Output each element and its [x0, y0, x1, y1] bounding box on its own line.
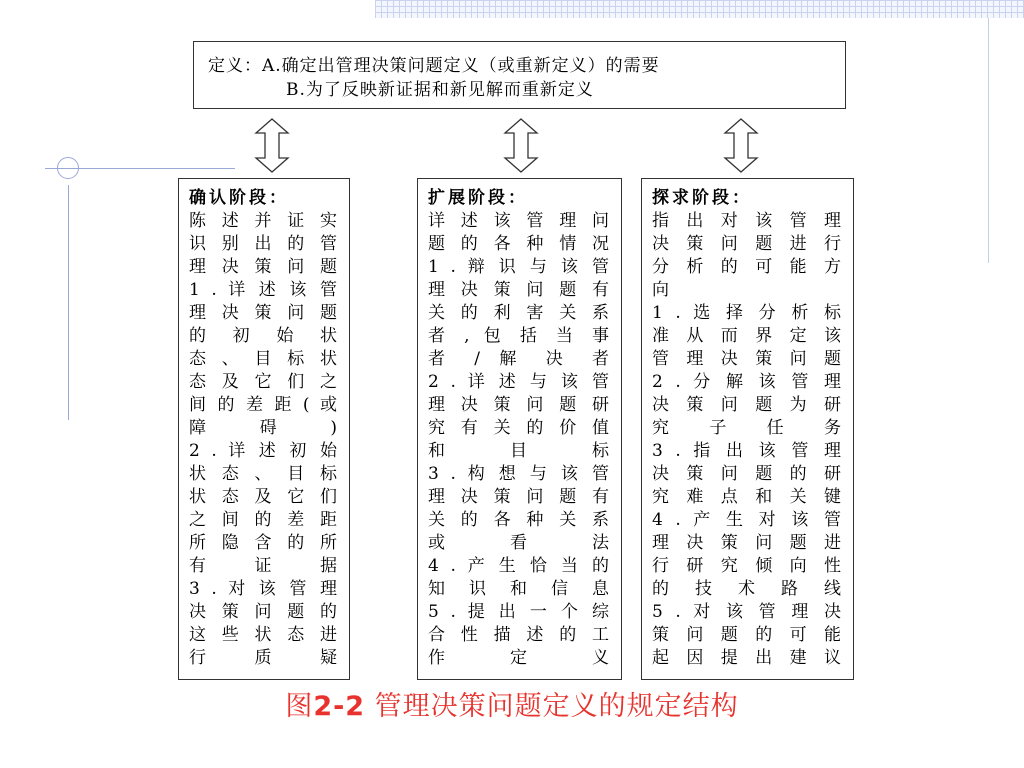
stage-body [652, 210, 843, 670]
stage-line: 5 . 提 出 一 个 综 [428, 602, 611, 622]
stage-line: 和 目 标 [428, 441, 611, 461]
stage-line: 者 , 包 括 当 事 [428, 326, 611, 346]
stage-line: 究 有 关 的 价 值 [428, 418, 611, 438]
stage-line: 决 策 问 题 的 [189, 602, 339, 622]
double-arrow-icon [503, 118, 539, 173]
stage-line: 状 态 及 它 们 [189, 487, 339, 507]
stage-line: 理 决 策 问 题 进 [652, 533, 843, 553]
caption-text: 管理决策问题定义的规定结构 [365, 691, 739, 722]
stage-line: 管 理 决 策 问 题 [652, 349, 843, 369]
stage-title: 探求阶段： [652, 188, 752, 208]
stage-body [428, 210, 611, 670]
stage-line: 指 出 对 该 管 理 [652, 211, 843, 231]
stage-line: 行 研 究 倾 向 性 [652, 556, 843, 576]
stage-line: 究 子 任 务 [652, 418, 843, 438]
stage-line: 行 质 疑 [189, 648, 339, 668]
stage-line: 有 证 据 [189, 556, 339, 576]
stage-line: 关 的 各 种 关 系 [428, 510, 611, 530]
stage-line: 2 . 详 述 与 该 管 [428, 372, 611, 392]
stage-line: 态 、 目 标 状 [189, 349, 339, 369]
stage-line: 识 别 出 的 管 [189, 234, 339, 254]
stage-line: 关 的 利 害 关 系 [428, 303, 611, 323]
stage-title: 确认阶段： [189, 188, 289, 208]
stage-line: 的 技 术 路 线 [652, 579, 843, 599]
stage-box-confirm [178, 178, 350, 680]
stage-line: 起 因 提 出 建 议 [652, 648, 843, 668]
stage-line: 题 的 各 种 情 况 [428, 234, 611, 254]
stage-line: 理 决 策 问 题 有 [428, 487, 611, 507]
stage-box-explore [641, 178, 854, 680]
stage-line: 或 看 法 [428, 533, 611, 553]
stage-line: 准 从 而 界 定 该 [652, 326, 843, 346]
stage-line: 理 决 策 问 题 有 [428, 280, 611, 300]
stage-line: 理 决 策 问 题 [189, 257, 339, 277]
stage-line: 知 识 和 信 息 [428, 579, 611, 599]
stage-line: 1 . 详 述 该 管 [189, 280, 339, 300]
double-arrow-icon [254, 118, 290, 173]
stage-line: 陈 述 并 证 实 [189, 211, 339, 231]
definition-line-b: B.为了反映新证据和新见解而重新定义 [286, 80, 594, 100]
stage-line: 的 初 始 状 [189, 326, 339, 346]
stage-line: 理 决 策 问 题 研 [428, 395, 611, 415]
stage-line: 4 . 产 生 恰 当 的 [428, 556, 611, 576]
figure-caption [0, 684, 1024, 723]
stage-line: 3 . 对 该 管 理 [189, 579, 339, 599]
stage-line: 之 间 的 差 距 [189, 510, 339, 530]
stage-line: 向 [652, 280, 671, 300]
double-arrow-icon [723, 118, 759, 173]
stage-line: 者 / 解 决 者 [428, 349, 611, 369]
stage-line: 1 . 辩 识 与 该 管 [428, 257, 611, 277]
stage-line: 态 及 它 们 之 [189, 372, 339, 392]
stage-line: 决 策 问 题 为 研 [652, 395, 843, 415]
stage-line: 策 问 题 的 可 能 [652, 625, 843, 645]
stage-line: 2 . 详 述 初 始 [189, 441, 339, 461]
stage-line: 3 . 指 出 该 管 理 [652, 441, 843, 461]
stage-line: 1 . 选 择 分 析 标 [652, 303, 843, 323]
stage-line: 5 . 对 该 管 理 决 [652, 602, 843, 622]
stage-line: 决 策 问 题 的 研 [652, 464, 843, 484]
caption-prefix: 图 [285, 691, 314, 722]
stage-line: 障 碍 ) [189, 418, 339, 438]
stage-line: 这 些 状 态 进 [189, 625, 339, 645]
stage-line: 4 . 产 生 对 该 管 [652, 510, 843, 530]
stage-line: 分 析 的 可 能 方 [652, 257, 843, 277]
header-grid-band [375, 0, 1024, 18]
template-circle [57, 157, 79, 179]
caption-number: 2-2 [313, 691, 366, 722]
stage-line: 2 . 分 解 该 管 理 [652, 372, 843, 392]
stage-line: 所 隐 含 的 所 [189, 533, 339, 553]
stage-line: 决 策 问 题 进 行 [652, 234, 843, 254]
stage-box-expand [417, 178, 622, 680]
definition-box [193, 41, 846, 109]
stage-body [189, 210, 339, 670]
stage-title: 扩展阶段： [428, 188, 528, 208]
stage-line: 合 性 描 述 的 工 [428, 625, 611, 645]
stage-line: 究 难 点 和 关 键 [652, 487, 843, 507]
stage-line: 3 . 构 想 与 该 管 [428, 464, 611, 484]
stage-line: 间 的 差 距 ( 或 [189, 395, 339, 415]
stage-line: 状 态 、 目 标 [189, 464, 339, 484]
template-right-line [988, 18, 989, 263]
stage-line: 作 定 义 [428, 648, 611, 668]
template-vertical-line [68, 185, 69, 420]
stage-line: 详 述 该 管 理 问 [428, 211, 611, 231]
definition-line-a: 定义：A.确定出管理决策问题定义（或重新定义）的需要 [208, 56, 660, 76]
stage-line: 理 决 策 问 题 [189, 303, 339, 323]
